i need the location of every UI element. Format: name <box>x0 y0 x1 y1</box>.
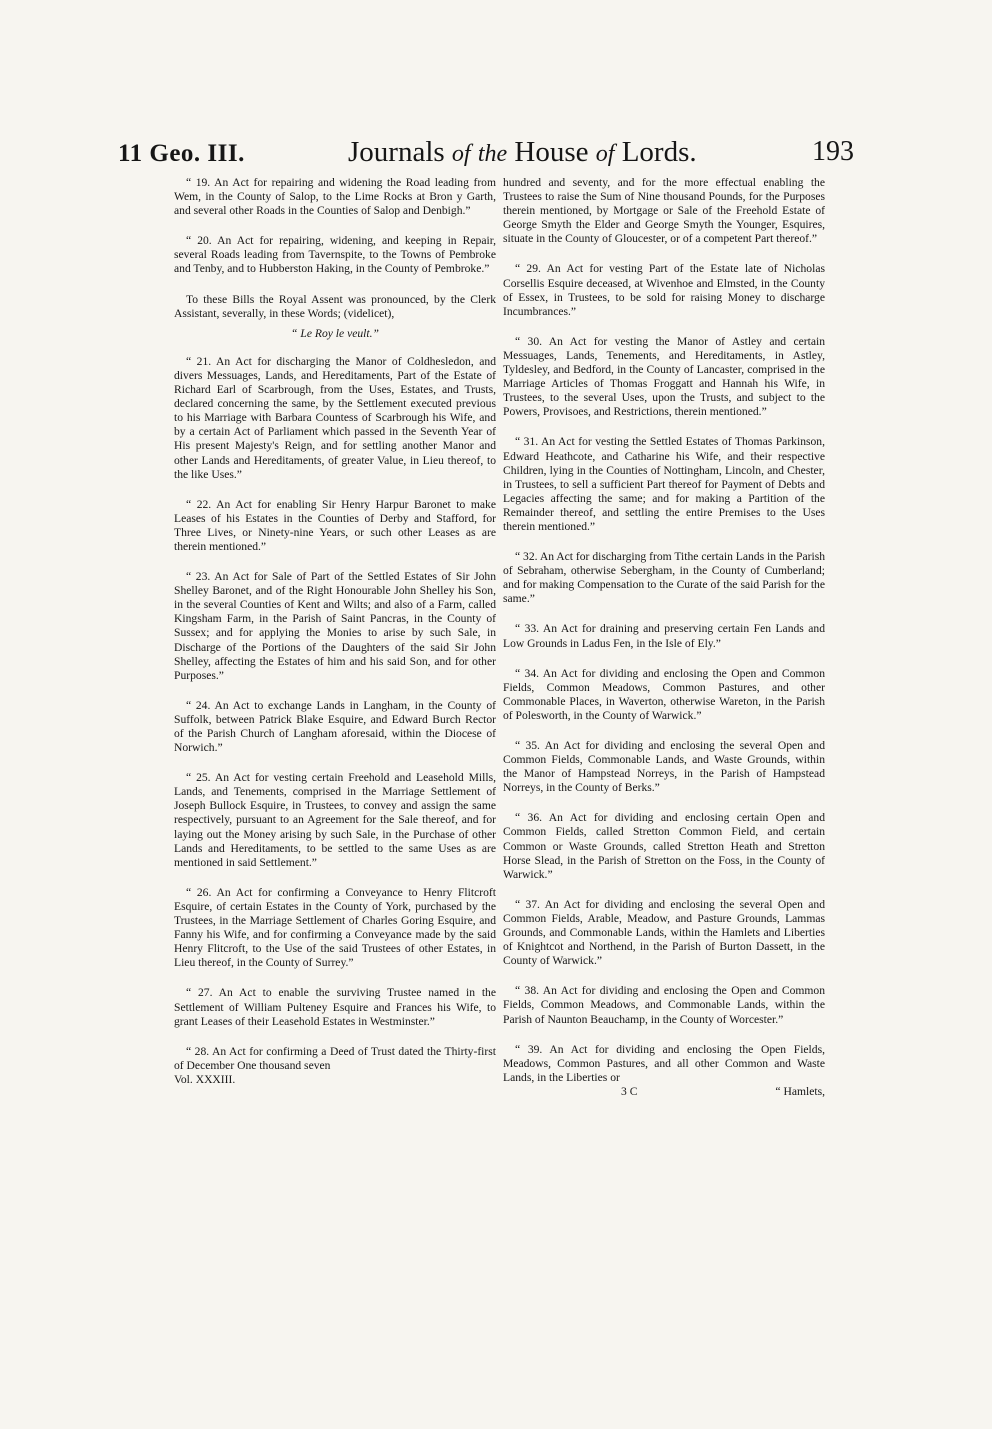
act-entry: “ 31. An Act for vesting the Settled Estates of Thomas Parkinson, Edward Heathcote, and Catharine his Wife, and their respective Children, lying in the Counties of Nottingham, Lincoln, and Chester, in Trustees, to sell a sufficient Part thereof for Payment of Debts and Legacies affecting the same; and for making a Partition of the Remainder thereof, and settling the entire Premises to the Uses therein mentioned.” <box>503 435 825 533</box>
act-entry: “ 32. An Act for discharging from Tithe certain Lands in the Parish of Sebraham, otherwise Sebergham, in the County of Cumberland; and for making Compensation to the Curate of the said Parish for the same.” <box>503 550 825 606</box>
act-entry: “ 22. An Act for enabling Sir Henry Harpur Baronet to make Leases of his Estates in the Counties of Derby and Stafford, for Three Lives, or Ninety-nine Years, or such other Leases as are therein mentioned.” <box>174 497 496 553</box>
act-entry: “ 23. An Act for Sale of Part of the Settled Estates of Sir John Shelley Baronet, and of the Right Honourable John Shelley his Son, in the several Counties of Kent and Wilts; and also of a Farm, called Kingsham Farm, in the Parish of Saint Pancras, in the County of Sussex; and for applying the Monies to arise by such Sale, in Discharge of the Portions of the Daughters of the said Sir John Shelley, affecting the Estates of him and his said Son, and for other Purposes.” <box>174 570 496 682</box>
act-entry: “ 38. An Act for dividing and enclosing the Open and Common Fields, Common Meadows, and Commonable Lands, within the Parish of Naunton Beauchamp, in the County of Worcester.” <box>503 984 825 1026</box>
right-column <box>503 176 825 1115</box>
act-entry: “ 35. An Act for dividing and enclosing the several Open and Common Fields, Commonable Lands, and Waste Grounds, within the Manor of Hampstead Norreys, in the Parish of Hampstead Norreys, in the County of Berks.” <box>503 739 825 795</box>
act-entry: “ 26. An Act for confirming a Conveyance to Henry Flitcroft Esquire, of certain Estates in the County of York, purchased by the Trustees, in the Marriage Settlement of Charles Goring Esquire, and Fanny his Wife, and for confirming a Conveyance made by the said Henry Flitcroft, to the Use of the said Trustees of other Estates, in Lieu thereof, in the County of Surrey.” <box>174 885 496 970</box>
act-entry: “ 25. An Act for vesting certain Freehold and Leasehold Mills, Lands, and Tenements, comprised in the Marriage Settlement of Joseph Bullock Esquire, in Trustees, to convey and assign the same respectively, pursuant to an Agreement for the Sale thereof, and for laying out the Money arising by such Sale, in the Purchase of other Lands and Hereditaments, to be settled to the same Uses as are mentioned in said Settlement.” <box>174 771 496 869</box>
act-entry: “ 39. An Act for dividing and enclosing the Open Fields, Meadows, Common Pastures, and all other Common and Waste Lands, in the Liberties or <box>503 1042 825 1084</box>
gathering-signature: 3 C <box>621 1084 638 1098</box>
royal-assent-intro: To these Bills the Royal Assent was pronounced, by the Clerk Assistant, severally, in these Words; (videlicet), <box>174 292 496 320</box>
act-entry-continued: hundred and seventy, and for the more effectual enabling the Trustees to raise the Sum of Nine thousand Pounds, for the Purposes therein mentioned, by Mortgage or Sale of the Freehold Estate of George Smyth the Elder and George Smyth the Younger, Esquires, situate in the County of Gloucester, or of a competent Part thereof.” <box>503 176 825 246</box>
royal-assent-words: “ Le Roy le veult.” <box>291 326 379 340</box>
act-entry: “ 21. An Act for discharging the Manor of Coldhesledon, and divers Messuages, Lands, and Hereditaments, Part of the Estate of Richard Earl of Scarbrough, from the Uses, Estates, and Trusts, declared concerning the same, by the Settlement executed previous to his Marriage with Barbara Countess of Scarbrough his Wife, and by a certain Act of Parliament which passed in the Seventh Year of His present Majesty's Reign, and for settling another Manor and other Lands and Hereditaments, of greater Value, in Lieu thereof, to the like Uses.” <box>174 354 496 481</box>
act-entry: “ 29. An Act for vesting Part of the Estate late of Nicholas Corsellis Esquire deceased, at Wivenhoe and Elmsted, in the County of Essex, in Trustees, to be sold for raising Money to discharge Incumbrances.” <box>503 262 825 318</box>
catchword: “ Hamlets, <box>775 1084 825 1098</box>
left-column <box>174 176 496 1087</box>
act-entry: “ 33. An Act for draining and preserving certain Fen Lands and Low Grounds in Ladus Fen, in the Isle of Ely.” <box>503 622 825 650</box>
act-entry: “ 24. An Act to exchange Lands in Langham, in the County of Suffolk, between Patrick Blake Esquire, and Edward Burch Rector of the Parish Church of Langham aforesaid, within the Diocese of Norwich.” <box>174 698 496 755</box>
running-title: Journals of the House of Lords. <box>348 136 697 168</box>
act-entry: “ 34. An Act for dividing and enclosing the Open and Common Fields, Common Meadows, Common Pastures, and other Commonable Places, in Waverton, otherwise Wareton, in the Parish of Polesworth, in the County of Warwick.” <box>503 666 825 722</box>
act-entry: “ 27. An Act to enable the surviving Trustee named in the Settlement of William Pulteney Esquire and Frances his Wife, to grant Leases of their Leasehold Estates in Westminster.” <box>174 986 496 1028</box>
act-entry: “ 19. An Act for repairing and widening the Road leading from Wem, in the County of Salop, to the Lime Rocks at Bron y Garth, and several other Roads in the Counties of Salop and Denbigh.” <box>174 176 496 218</box>
page-number: 193 <box>812 136 854 167</box>
act-entry: “ 30. An Act for vesting the Manor of Astley and certain Messuages, Lands, Tenements, and Hereditaments, in Astley, Tyldesley, and Bedford, in the County of Lancaster, comprised in the Marriage Articles of Thomas Froggatt and Hannah his Wife, in Trustees, to the several Uses, upon the Trusts, and subject to the Powers, Provisoes, and Restrictions, therein mentioned.” <box>503 334 825 419</box>
act-entry: “ 37. An Act for dividing and enclosing the several Open and Common Fields, Arable, Meadow, and Pasture Grounds, Lammas Grounds, and Commonable Lands, within the Hamlets and Liberties of Knightcot and Northend, in the Parish of Burton Dassett, in the County of Warwick.” <box>503 897 825 968</box>
act-entry: “ 36. An Act for dividing and enclosing certain Open and Common Fields, called Stretton Common Field, and certain Common or Waste Grounds, called Stretton Heath and Stretton Horse Slead, in the Parish of Stretton on the Foss, in the County of Warwick.” <box>503 811 825 881</box>
act-entry: “ 28. An Act for confirming a Deed of Trust dated the Thirty-first of December One thousand seven <box>174 1044 496 1072</box>
regnal-year: 11 Geo. III. <box>118 140 245 167</box>
act-entry: “ 20. An Act for repairing, widening, and keeping in Repair, several Roads leading from Tavernspite, to the Towns of Pembroke and Tenby, and to Hubberston Haking, in the County of Pembroke.” <box>174 234 496 276</box>
page-header <box>118 134 854 178</box>
volume-signature: Vol. XXXIII. <box>174 1072 236 1086</box>
page-footer <box>503 1085 825 1115</box>
